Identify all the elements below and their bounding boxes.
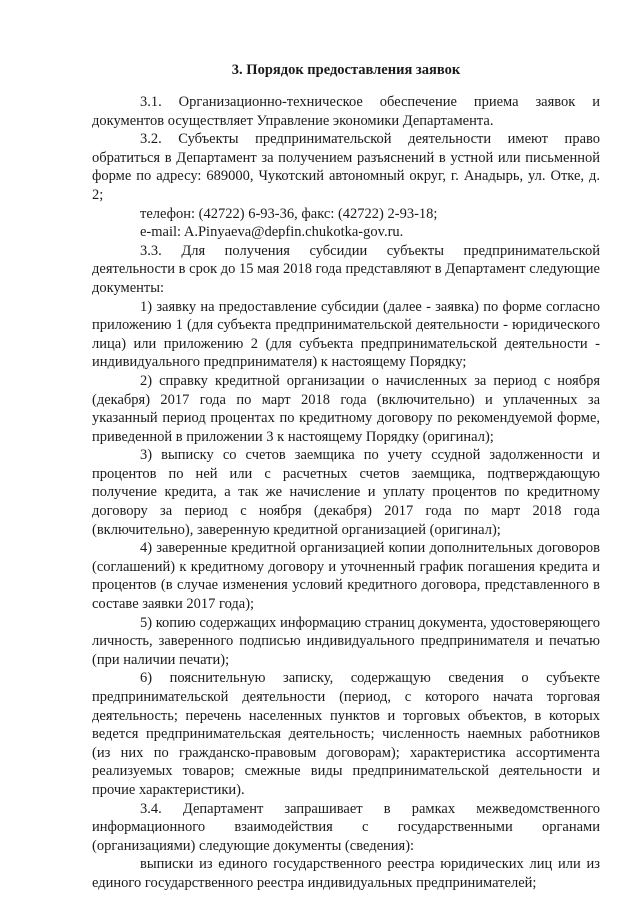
list-item-3: 3) выписку со счетов заемщика по учету ссудной задолженности и процентов по ней или с расчетных счетов заемщика, подтверждающую получение кредита, а так же начисление и уплату процентов по кредитному договору за период с ноября (декабря) 2017 года по март 2018 года (включительно), заверенную кредитной организацией (оригинал); — [92, 447, 600, 538]
paragraph-3-2: 3.2. Субъекты предпринимательской деятельности имеют право обратиться в Департамент за получением разъяснений в устной или письменной форме по адресу: 689000, Чукотский автономный округ, г. Анадырь, ул. Отке, д. 2; — [92, 131, 600, 203]
list-item-4: 4) заверенные кредитной организацией копии дополнительных договоров (соглашений) к кредитному договору и уточненный график погашения кредита и процентов (в случае изменения условий кредитного договора, представленного в составе заявки 2017 года); — [92, 540, 600, 613]
paragraph-3-3: 3.3. Для получения субсидии субъекты предпринимательской деятельности в срок до 15 мая 2018 года представляют в Департамент следующие документы: — [92, 242, 600, 296]
list-item-1: 1) заявку на предоставление субсидии (далее - заявка) по форме согласно приложению 1 (для субъекта предпринимательской деятельности - юридического лица) или приложению 2 (для субъекта предпринимательской деятельности - индивидуального предпринимателя) к настоящему Порядку; — [92, 298, 600, 371]
paragraph-3-1: 3.1. Организационно-техническое обеспечение приема заявок и документов осуществляет Управление экономики Департамента. — [92, 94, 600, 129]
paragraph-email: e-mail: A.Pinyaeva@depfin.chukotka-gov.ru. — [140, 224, 404, 241]
paragraph-3-4: 3.4. Департамент запрашивает в рамках межведомственного информационного взаимодействия с государственными органами (организациями) следующие документы (сведения): — [92, 800, 600, 854]
paragraph-phone: телефон: (42722) 6-93-36, факс: (42722) 2-93-18; — [140, 205, 438, 222]
list-item-5: 5) копию содержащих информацию страниц документа, удостоверяющего личность, заверенного подписью индивидуального предпринимателя и печатью (при наличии печати); — [92, 614, 600, 668]
document-page — [92, 60, 600, 893]
list-item-2: 2) справку кредитной организации о начисленных за период с ноября (декабря) 2017 года по март 2018 года (включительно) и уплаченных за указанный период процентах по кредитному договору по рекомендуемой форме, приведенной в приложении 3 к настоящему Порядку (оригинал); — [92, 372, 600, 445]
list-item-6: 6) пояснительную записку, содержащую сведения о субъекте предпринимательской деятельности (период, с которого начата торговая деятельность; перечень населенных пунктов и торговых объектов, в которых ведется предпринимательская деятельность; численность наемных работников (из них по гражданско-правовым договорам); характеристика ассортимента реализуемых товаров; смежные виды предпринимательской деятельности и прочие характеристики). — [92, 670, 600, 798]
paragraph-registry-extracts: выписки из единого государственного реестра юридических лиц или из единого государственного реестра индивидуальных предпринимателей; — [92, 856, 600, 891]
section-heading: 3. Порядок предоставления заявок — [231, 62, 461, 78]
